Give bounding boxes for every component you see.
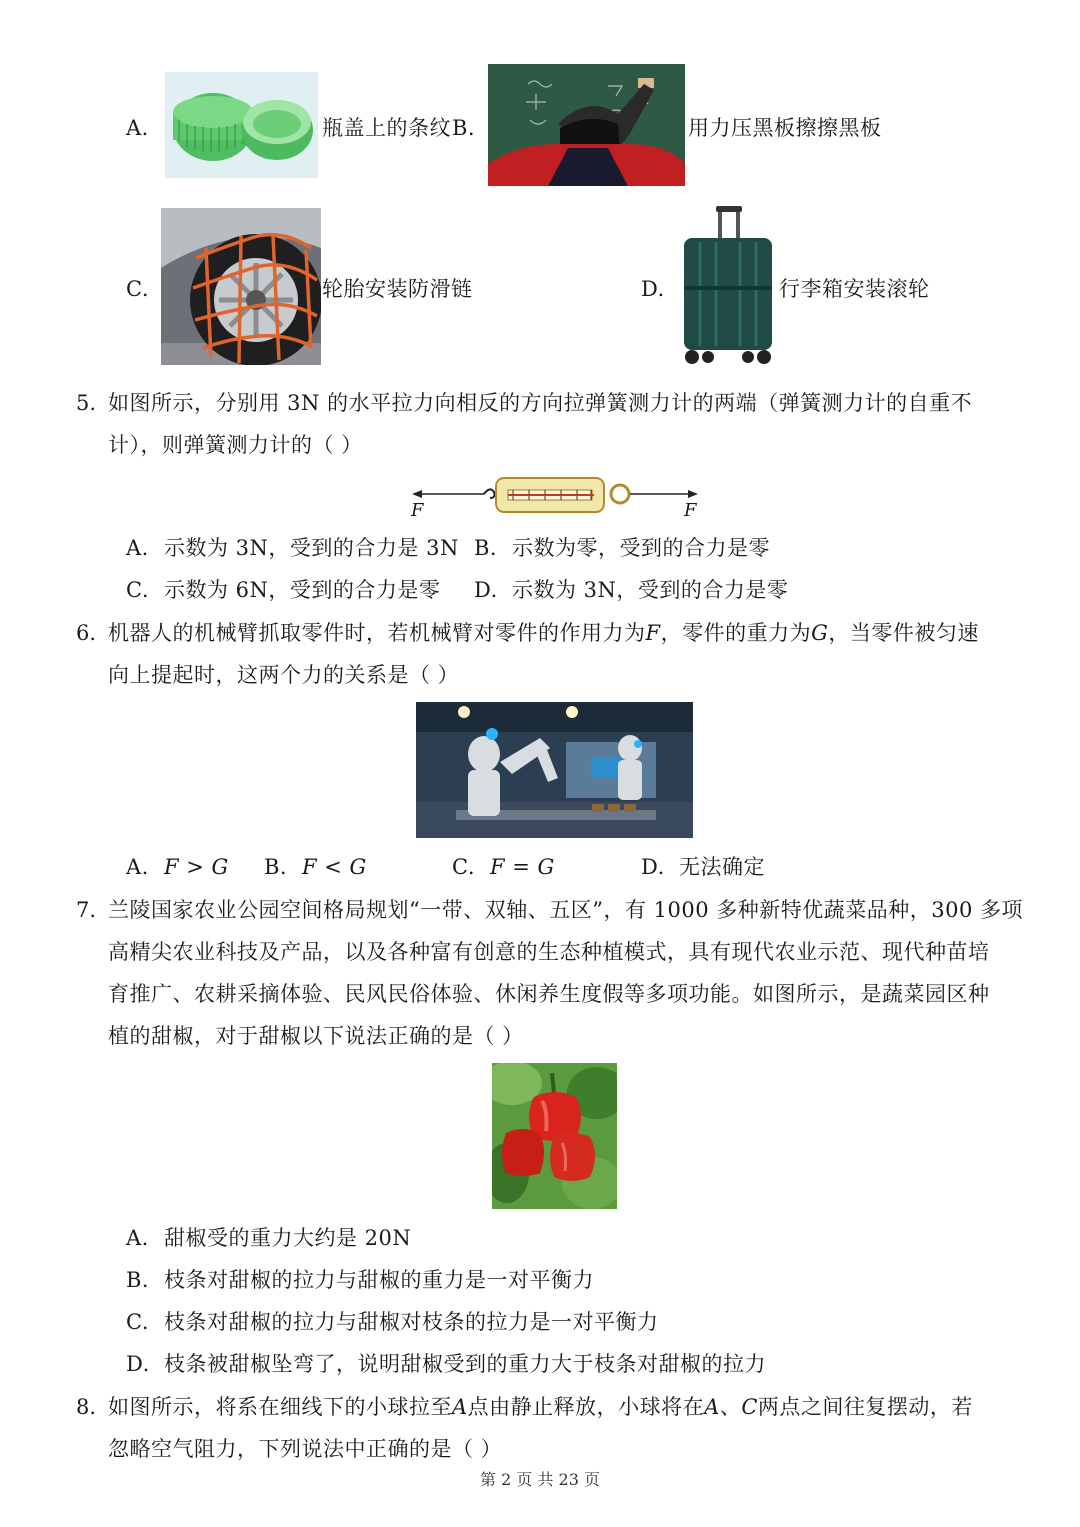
option-text: 示数为 6N，受到的合力是零 bbox=[164, 578, 441, 602]
question-text: 如图所示，将系在细线下的小球拉至A点由静止释放，小球将在A、C两点之间往复摆动，若 bbox=[108, 1395, 973, 1419]
question-text: 植的甜椒，对于甜椒以下说法正确的是（ ） bbox=[108, 1024, 524, 1048]
option-text: 枝条对甜椒的拉力与甜椒的重力是一对平衡力 bbox=[164, 1268, 594, 1292]
question-text: 计），则弹簧测力计的（ ） bbox=[108, 433, 363, 457]
option-letter: A. bbox=[126, 536, 149, 560]
option-letter: D. bbox=[641, 277, 665, 301]
option-text: 示数为 3N，受到的合力是零 bbox=[512, 578, 789, 602]
option-letter: A. bbox=[126, 116, 149, 140]
option-letter: A. bbox=[126, 1226, 149, 1250]
question-number: 7. bbox=[76, 898, 97, 922]
question-text: 育推广、农耕采摘体验、民风民俗体验、休闲养生度假等多项功能。如图所示，是蔬菜园区种 bbox=[108, 982, 990, 1006]
option-letter: C. bbox=[452, 855, 475, 879]
tire-chain-image bbox=[161, 208, 321, 365]
option-letter: C. bbox=[126, 277, 149, 301]
option-letter: D. bbox=[474, 578, 498, 602]
option-text: 行李箱安装滚轮 bbox=[779, 277, 930, 301]
option-letter: D. bbox=[126, 1352, 150, 1376]
option-letter: B. bbox=[264, 855, 288, 879]
bell-pepper-image bbox=[492, 1063, 617, 1209]
option-text: 枝条被甜椒坠弯了，说明甜椒受到的重力大于枝条对甜椒的拉力 bbox=[164, 1352, 766, 1376]
spring-scale-figure bbox=[408, 474, 704, 522]
option-text: F > G bbox=[164, 855, 229, 879]
question-text: 向上提起时，这两个力的关系是（ ） bbox=[108, 663, 460, 687]
blackboard-image bbox=[488, 64, 685, 186]
force-label-left: F bbox=[411, 500, 424, 521]
option-text: F < G bbox=[302, 855, 367, 879]
suitcase-image bbox=[680, 206, 776, 366]
question-number: 6. bbox=[76, 621, 97, 645]
option-text: 枝条对甜椒的拉力与甜椒对枝条的拉力是一对平衡力 bbox=[164, 1310, 659, 1334]
question-text: 如图所示，分别用 3N 的水平拉力向相反的方向拉弹簧测力计的两端（弹簧测力计的自重不 bbox=[108, 391, 973, 415]
option-text: 无法确定 bbox=[679, 855, 765, 879]
option-text: 示数为 3N，受到的合力是 3N bbox=[164, 536, 459, 560]
option-letter: B. bbox=[126, 1268, 150, 1292]
robot-arm-image bbox=[416, 702, 693, 838]
page-footer: 第 2 页 共 23 页 bbox=[480, 1470, 600, 1489]
option-letter: C. bbox=[126, 578, 149, 602]
option-text: 用力压黑板擦擦黑板 bbox=[688, 116, 882, 140]
option-letter: A. bbox=[126, 855, 149, 879]
option-text: 瓶盖上的条纹 bbox=[322, 116, 451, 140]
question-number: 8. bbox=[76, 1395, 97, 1419]
question-text: 兰陵国家农业公园空间格局规划“一带、双轴、五区”，有 1000 多种新特优蔬菜品种，300 多项 bbox=[108, 898, 1024, 922]
option-letter: B. bbox=[452, 116, 476, 140]
option-text: 轮胎安装防滑链 bbox=[322, 277, 473, 301]
option-text: 甜椒受的重力大约是 20N bbox=[164, 1226, 412, 1250]
option-text: 示数为零，受到的合力是零 bbox=[512, 536, 770, 560]
question-text: 机器人的机械臂抓取零件时，若机械臂对零件的作用力为F，零件的重力为G，当零件被匀速 bbox=[108, 621, 979, 645]
option-letter: D. bbox=[641, 855, 665, 879]
question-number: 5. bbox=[76, 391, 97, 415]
option-text: F = G bbox=[490, 855, 555, 879]
force-label-right: F bbox=[684, 500, 697, 521]
question-text: 忽略空气阻力，下列说法中正确的是（ ） bbox=[108, 1437, 503, 1461]
question-text: 高精尖农业科技及产品，以及各种富有创意的生态种植模式，具有现代农业示范、现代种苗培 bbox=[108, 940, 990, 964]
option-letter: B. bbox=[474, 536, 498, 560]
option-letter: C. bbox=[126, 1310, 149, 1334]
bottle-cap-image bbox=[165, 72, 318, 178]
